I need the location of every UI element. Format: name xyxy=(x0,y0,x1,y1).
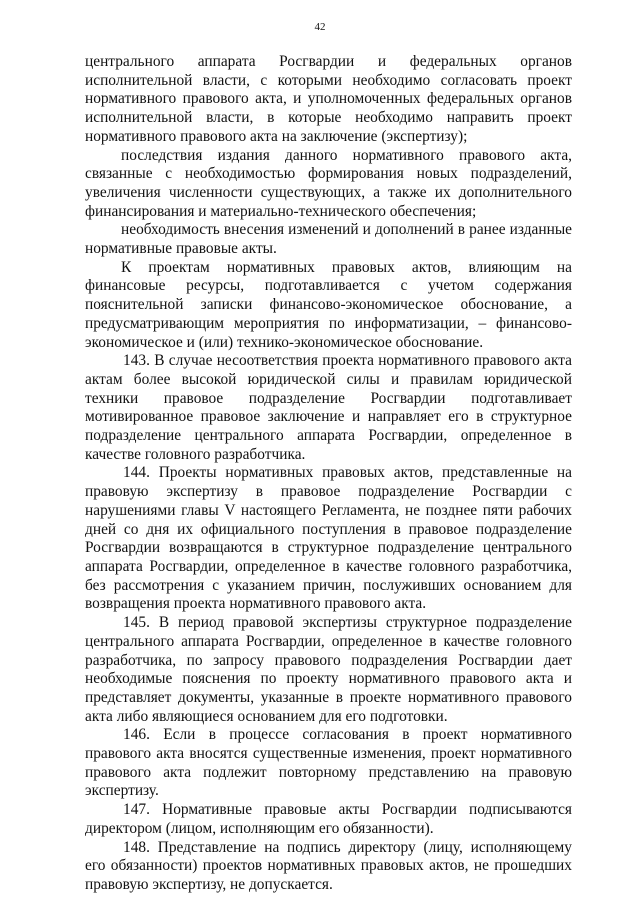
paragraph-145: 145. В период правовой экспертизы структурное подразделение центрального аппарата Росгвардии, определенное в качестве головного разработчика, по запросу правового подразделения Росгвардии дает необходимые пояснения по проекту нормативного правового акта и представляет документы, указанные в проекте нормативного правового акта либо являющиеся основанием для его подготовки. xyxy=(85,614,572,725)
paragraph-143: 143. В случае несоответствия проекта нормативного правового акта актам более высокой юридической силы и правилам юридической техники правовое подразделение Росгвардии подготавливает мотивированное правовое заключение и направляет его в структурное подразделение центрального аппарата Росгвардии, определенное в качестве головного разработчика. xyxy=(85,352,572,463)
paragraph-146: 146. Если в процессе согласования в проект нормативного правового акта вносятся существенные изменения, проект нормативного правового акта подлежит повторному представлению на правовую экспертизу. xyxy=(85,726,572,800)
page-number: 42 xyxy=(314,21,326,33)
paragraph-147: 147. Нормативные правовые акты Росгвардии подписываются директором (лицом, исполняющим его обязанности). xyxy=(85,801,572,837)
paragraph-financial-justification: К проектам нормативных правовых актов, влияющим на финансовые ресурсы, подготавливается с учетом содержания пояснительной записки финансово-экономическое обоснование, а предусматривающим мероприятия по информатизации, – финансово-экономическое и (или) технико-экономическое обоснование. xyxy=(85,258,572,351)
document-body xyxy=(85,53,572,895)
paragraph-amendments: необходимость внесения изменений и дополнений в ранее изданные нормативные правовые акты. xyxy=(85,221,572,258)
paragraph-148: 148. Представление на подпись директору (лицу, исполняющему его обязанности) проектов нормативных правовых актов, не прошедших правовую экспертизу, не допускается. xyxy=(85,838,572,893)
paragraph-144: 144. Проекты нормативных правовых актов, представленные на правовую экспертизу в правовое подразделение Росгвардии с нарушениями главы V настоящего Регламента, не позднее пяти рабочих дней со дня их официального поступления в правовое подразделение Росгвардии возвращаются в структурное подразделение центрального аппарата Росгвардии, определенное в качестве головного разработчика, без рассмотрения с указанием причин, послуживших основанием для возвращения проекта нормативного правового акта. xyxy=(85,464,572,613)
paragraph-consequences: последствия издания данного нормативного правового акта, связанные с необходимостью формирования новых подразделений, увеличения численности существующих, а также их дополнительного финансирования и материально-технического обеспечения; xyxy=(85,146,572,220)
paragraph-continuation: центрального аппарата Росгвардии и федеральных органов исполнительной власти, с которыми необходимо согласовать проект нормативного правового акта, и уполномоченных федеральных органов исполнительной власти, в которые необходимо направить проект нормативного правового акта на заключение (экспертизу); xyxy=(85,53,572,145)
